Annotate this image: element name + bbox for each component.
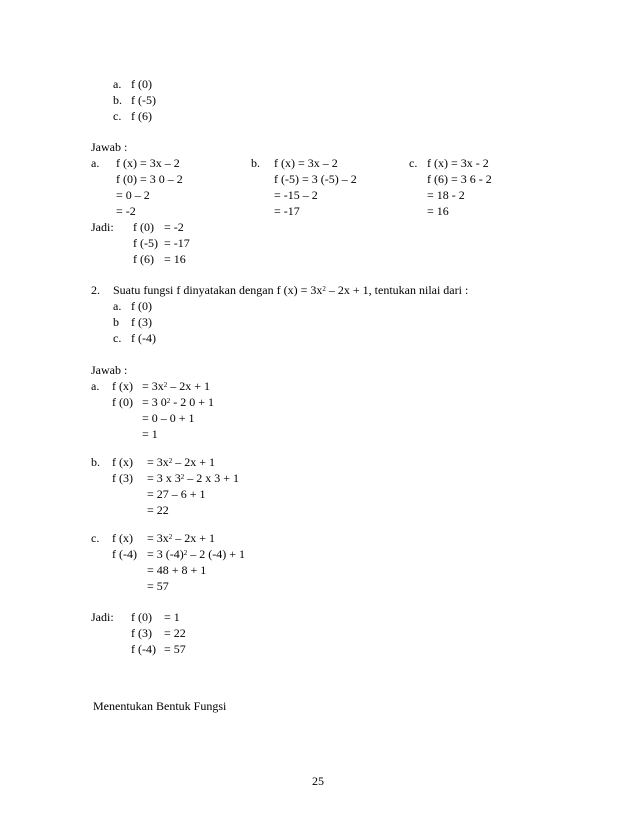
part-a-line: f (0) = 3 0 – 2: [116, 172, 183, 186]
jawab-heading: Jawab :: [91, 140, 128, 154]
part-a-line: = 3 $0^2 - 2$ 0 + 1: [142, 395, 215, 409]
jadi-func: f (0): [131, 610, 152, 624]
part-c-line: = 48 + 8 + 1: [147, 563, 207, 577]
jadi-func: f (-4): [131, 642, 156, 656]
problem-statement: Suatu fungsi f dinyatakan dengan f $(x) = 3x^2 - 2x + 1$, tentukan nilai dari :: [113, 283, 469, 297]
jadi-value: = 57: [164, 642, 186, 656]
part-b-line: = 22: [147, 503, 169, 517]
part-a-label: a.: [91, 379, 100, 393]
part-c-line: f (6) = 3 6 - 2: [427, 172, 492, 186]
part-c-line: = 18 - 2: [427, 188, 465, 202]
problem-item-label: c.: [113, 331, 122, 345]
jadi-func: f (3): [131, 626, 152, 640]
jadi-value: = -17: [164, 236, 190, 250]
part-c-line: = $3x^2 - 2x + 1$: [147, 531, 216, 545]
problem-item-label: b: [113, 315, 119, 329]
list-item: f (6): [131, 109, 152, 123]
part-a-line: = 0 – 2: [116, 188, 150, 202]
part-c-label: c.: [409, 156, 418, 170]
page-number: 25: [312, 774, 324, 788]
jadi-func: f (-5): [133, 236, 158, 250]
problem-item: f (3): [131, 315, 152, 329]
jadi-value: = 16: [164, 252, 186, 266]
part-c-label: c.: [91, 531, 100, 545]
jadi-value: = -2: [164, 220, 184, 234]
part-b-line: = -17: [274, 204, 300, 218]
part-a-label: a.: [91, 156, 100, 170]
list-label: c.: [113, 109, 122, 123]
part-c-left: f (-4): [112, 547, 137, 561]
part-b-line: = -15 – 2: [274, 188, 318, 202]
list-item: f (0): [131, 77, 152, 91]
part-c-line: = 3 $(-4)^2 - 2$ (-4) + 1: [147, 547, 246, 561]
list-label: a.: [113, 77, 122, 91]
part-b-line: = 27 – 6 + 1: [147, 487, 206, 501]
part-b-left: f (x): [112, 455, 133, 469]
part-a-line: = -2: [116, 204, 136, 218]
part-a-line: = 1: [142, 427, 158, 441]
part-c-line: = 16: [427, 204, 449, 218]
problem-item: f (-4): [131, 331, 156, 345]
part-b-label: b.: [91, 455, 100, 469]
problem-number: 2.: [91, 283, 100, 297]
part-c-line: f (x) = 3x - 2: [427, 156, 489, 170]
part-b-line: f (-5) = 3 (-5) – 2: [274, 172, 357, 186]
part-b-label: b.: [251, 156, 260, 170]
problem-item: f (0): [131, 299, 152, 313]
jadi-func: f (6): [133, 252, 154, 266]
part-a-line: f (x) = 3x – 2: [116, 156, 180, 170]
section-heading: Menentukan Bentuk Fungsi: [93, 699, 227, 713]
part-a-line: = 0 – 0 + 1: [142, 411, 195, 425]
list-item: f (-5): [131, 93, 156, 107]
jadi-value: = 22: [164, 626, 186, 640]
part-a-left: f (x): [112, 379, 133, 393]
jadi-label: Jadi:: [91, 610, 114, 624]
part-b-line: f (x) = 3x – 2: [274, 156, 338, 170]
part-b-line: = $3x^2 - 2x + 1$: [147, 455, 216, 469]
jadi-value: = 1: [164, 610, 180, 624]
part-c-line: = 57: [147, 579, 169, 593]
list-label: b.: [113, 93, 122, 107]
jadi-func: f (0): [133, 220, 154, 234]
part-a-line: = $3x^2 - 2x + 1$: [142, 379, 211, 393]
part-c-left: f (x): [112, 531, 133, 545]
part-b-line: = 3 x $3^2 - 2$ x 3 + 1: [147, 471, 240, 485]
jawab-heading: Jawab :: [91, 363, 128, 377]
part-a-left: f (0): [112, 395, 133, 409]
part-b-left: f (3): [112, 471, 133, 485]
jadi-label: Jadi:: [91, 220, 114, 234]
problem-item-label: a.: [113, 299, 122, 313]
